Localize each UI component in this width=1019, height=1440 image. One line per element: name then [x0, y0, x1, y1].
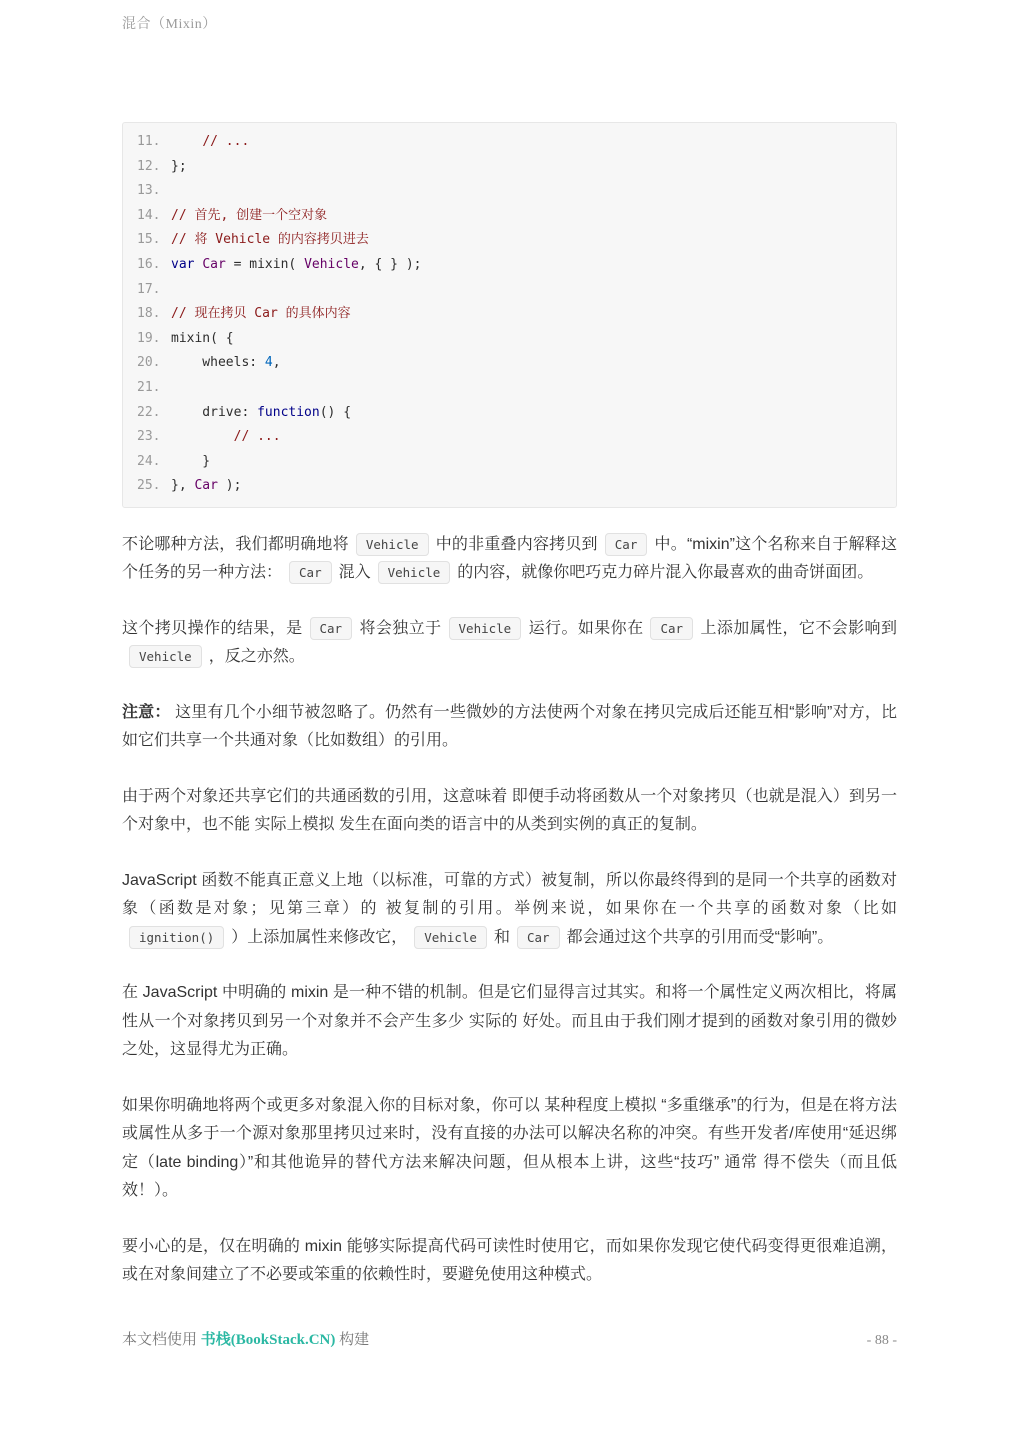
code-text	[171, 331, 234, 346]
code-token: );	[217, 478, 242, 494]
line-number: 18.	[137, 306, 161, 322]
code-token: = mixin(	[225, 256, 305, 272]
code-line	[137, 327, 896, 352]
paragraph	[122, 979, 897, 1065]
inline-code: Car	[289, 561, 332, 584]
line-number: 22.	[137, 404, 161, 420]
bookstack-link[interactable]: 书栈(BookStack.CN)	[200, 1332, 336, 1348]
code-text	[171, 405, 351, 420]
paragraph	[122, 783, 897, 840]
text-run: 不论哪种方法，我们都明确地将	[122, 535, 349, 553]
inline-code: Vehicle	[356, 533, 429, 556]
code-text	[171, 306, 351, 321]
line-number: 24.	[137, 453, 161, 469]
text-run: 都会通过这个共享的引用而受“影响”。	[566, 928, 834, 946]
line-number: 19.	[137, 330, 161, 346]
code-token: ,	[272, 355, 281, 371]
code-token	[171, 134, 202, 149]
code-line	[137, 204, 896, 229]
inline-code: Vehicle	[449, 617, 522, 640]
code-token: var	[171, 256, 195, 272]
inline-code: Vehicle	[129, 645, 202, 668]
code-text	[171, 232, 369, 247]
code-text	[171, 380, 179, 395]
code-token: function	[257, 404, 320, 420]
code-token: // ...	[233, 429, 281, 445]
code-line	[137, 474, 896, 499]
code-text	[171, 134, 249, 149]
inline-code: Vehicle	[378, 561, 451, 584]
code-line	[137, 351, 896, 376]
page-footer	[122, 1328, 897, 1349]
bold-text: 注意：	[122, 703, 171, 721]
line-number: 15.	[137, 232, 161, 248]
text-run: 如果你明确地将两个或更多对象混入你的目标对象，你可以 某种程度上模拟 “多重继承”的行为，但是在将方法或属性从多于一个源对象那里拷贝过来时，没有直接的办法可以解决名称的冲突。有些开发者/库使用“延迟绑定（late binding）”和其他诡异的替代方法来解决问题，但从根本上讲，这些“技巧” 通常 得不偿失（而且低效！）。	[122, 1096, 897, 1200]
inline-code: Car	[605, 533, 648, 556]
text-run: 运行。如果你在	[528, 619, 644, 637]
code-token: // 将 Vehicle 的内容拷贝进去	[171, 232, 369, 248]
inline-code: Car	[517, 926, 560, 949]
code-token: }	[171, 453, 211, 469]
footer-built-with	[122, 1328, 369, 1349]
code-line	[137, 253, 896, 278]
text-run: 和	[493, 928, 510, 946]
code-text	[171, 454, 210, 469]
footer-text-suffix: 构建	[335, 1332, 370, 1348]
code-token: // 首先, 创建一个空对象	[171, 207, 328, 223]
line-number: 25.	[137, 478, 161, 494]
line-number: 23.	[137, 429, 161, 445]
code-line	[137, 425, 896, 450]
code-text	[171, 208, 327, 223]
code-line	[137, 179, 896, 204]
code-token: Car	[194, 478, 218, 494]
code-line	[137, 401, 896, 426]
code-token: },	[171, 478, 195, 494]
inline-code: Vehicle	[414, 926, 487, 949]
paragraph	[122, 531, 897, 588]
code-text	[171, 257, 422, 272]
code-token: };	[171, 158, 187, 174]
text-run: ）上添加属性来修改它，	[231, 928, 408, 946]
text-run: 将会独立于	[359, 619, 442, 637]
code-token	[171, 429, 234, 444]
inline-code: Car	[310, 617, 353, 640]
code-line	[137, 155, 896, 180]
paragraph	[122, 699, 897, 756]
text-run: 在 JavaScript 中明确的 mixin 是一种不错的机制。但是它们显得言过其实。和将一个属性定义两次相比，将属性从一个对象拷贝到另一个对象并不会产生多少 实际的 好处。而且由于我们刚才提到的函数对象引用的微妙之处，这显得尤为正确。	[122, 984, 897, 1059]
text-run: 的内容，就像你吧巧克力碎片混入你最喜欢的曲奇饼面团。	[457, 564, 874, 582]
line-number: 14.	[137, 207, 161, 223]
page-title: 混合（Mixin）	[122, 17, 217, 32]
line-number: 16.	[137, 256, 161, 272]
code-token: () {	[319, 404, 352, 420]
code-line	[137, 130, 896, 155]
line-number: 13.	[137, 183, 161, 199]
code-token: , { } );	[358, 256, 422, 272]
text-run: 混入	[338, 564, 371, 582]
code-text	[171, 478, 241, 493]
line-number: 20.	[137, 355, 161, 371]
text-run: JavaScript 函数不能真正意义上地（以标准，可靠的方式）被复制，所以你最终得到的是同一个共享的函数对象（函数是对象；见第三章）的 被复制的引用。举例来说，如果你在一个共享的函数对象（比如	[122, 871, 897, 918]
text-run: 这里有几个小细节被忽略了。仍然有一些微妙的方法使两个对象在拷贝完成后还能互相“影响”对方，比如它们共享一个共通对象（比如数组）的引用。	[122, 703, 897, 750]
text-run: ，反之亦然。	[208, 648, 305, 666]
code-text	[171, 159, 187, 174]
code-line	[137, 450, 896, 475]
text-run: 中。“mixin”这个名称来自于解释这个任务的另一种方法：	[122, 535, 897, 582]
line-number: 11.	[137, 134, 161, 149]
code-text	[171, 429, 281, 444]
text-run: 上添加属性，它不会影响到	[700, 619, 897, 637]
paragraph	[122, 615, 897, 672]
code-block-lines	[137, 130, 896, 499]
code-line	[137, 302, 896, 327]
code-text	[171, 282, 179, 297]
text-run: 中的非重叠内容拷贝到	[435, 535, 598, 553]
paragraph	[122, 867, 897, 953]
inline-code: ignition()	[129, 926, 224, 949]
code-token: wheels:	[171, 355, 265, 371]
code-block	[122, 122, 897, 508]
code-token: 4	[264, 355, 273, 371]
code-text	[171, 355, 281, 370]
code-token: // 现在拷贝 Car 的具体内容	[171, 306, 351, 322]
article-body	[122, 531, 897, 1290]
line-number: 21.	[137, 379, 161, 395]
inline-code: Car	[650, 617, 693, 640]
paragraph	[122, 1233, 897, 1290]
code-token: // ...	[202, 134, 250, 149]
code-text	[171, 183, 179, 198]
text-run: 这个拷贝操作的结果，是	[122, 619, 303, 637]
footer-text-prefix: 本文档使用	[122, 1332, 201, 1348]
line-number: 12.	[137, 158, 161, 174]
text-run: 要小心的是，仅在明确的 mixin 能够实际提高代码可读性时使用它，而如果你发现它使代码变得更很难追溯，或在对象间建立了不必要或笨重的依赖性时，要避免使用这种模式。	[122, 1237, 897, 1284]
code-line	[137, 228, 896, 253]
code-token: Vehicle	[304, 256, 359, 272]
paragraph	[122, 1092, 897, 1206]
code-token: mixin( {	[171, 330, 234, 346]
line-number: 17.	[137, 281, 161, 297]
text-run: 由于两个对象还共享它们的共通函数的引用，这意味着 即便手动将函数从一个对象拷贝（也就是混入）到另一个对象中，也不能 实际上模拟 发生在面向类的语言中的从类到实例的真正的复制。	[122, 787, 897, 834]
code-token: Car	[202, 256, 226, 272]
code-line	[137, 278, 896, 303]
page-content	[122, 122, 897, 1290]
page-number: - 88 -	[866, 1333, 897, 1348]
code-line	[137, 376, 896, 401]
code-token: drive:	[171, 404, 258, 420]
